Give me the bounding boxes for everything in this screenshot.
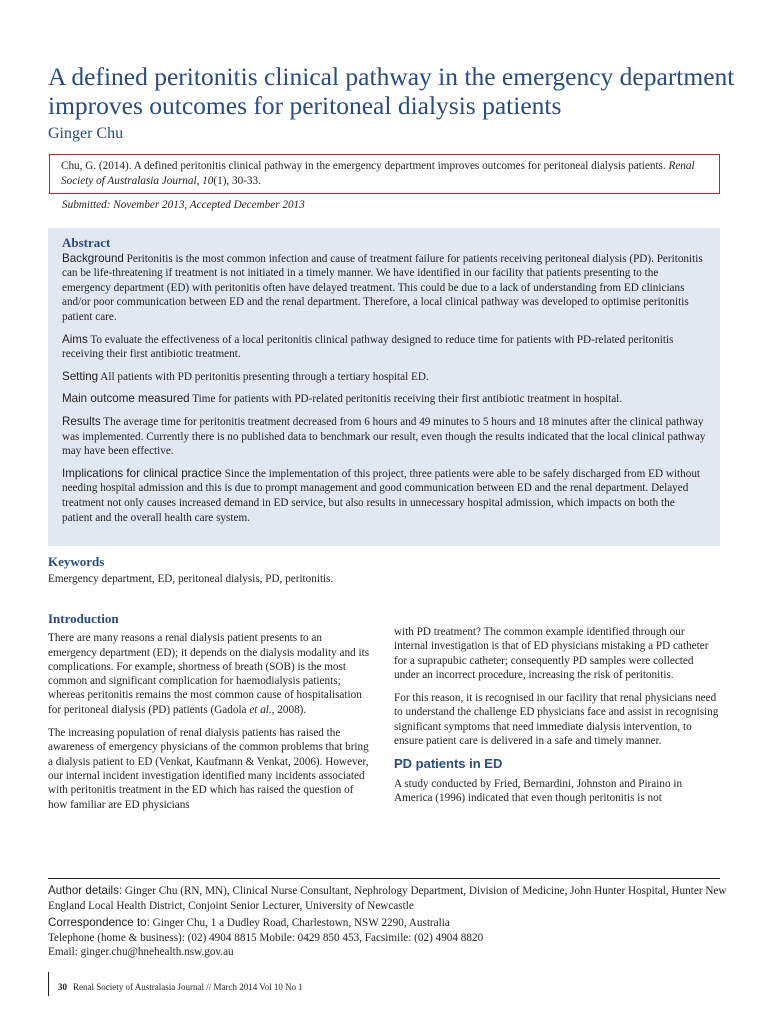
intro-paragraph-1 [48, 631, 373, 717]
right-paragraph-3: A study conducted by Fried, Bernardini, Johnston and Piraino in America (1996) indicated that even though peritonitis is not [394, 777, 683, 804]
abstract-heading: Abstract [62, 235, 111, 250]
author-details-text: Ginger Chu (RN, MN), Clinical Nurse Consultant, Nephrology Department, Division of Medicine, John Hunter Hospital, Hunter New England Local Health District, Conjoint Senior Lecturer, University of Newcastle [48, 885, 727, 912]
citation-box [49, 154, 720, 194]
main-outcome-text: Time for patients with PD-related peritonitis receiving their first antibiotic treatment in hospital. [189, 393, 623, 406]
author-details [48, 884, 728, 960]
right-column [394, 625, 719, 814]
correspondence-text: Ginger Chu, 1 a Dudley Road, Charlestown, NSW 2290, Australia [149, 917, 450, 930]
right-paragraph-2: For this reason, it is recognised in our facility that renal physicians need to understand the challenge ED physicians face and assist in recognising significant symptoms that need immediate dialysis intervention, to ensure patient care is delivered in a safe and timely manner. [394, 692, 719, 748]
aims-text: To evaluate the effectiveness of a local peritonitis clinical pathway designed to reduce time for patients with PD-related peritonitis receiving their first antibiotic treatment. [62, 333, 674, 361]
intro-p1-etal: et al. [249, 703, 272, 716]
implications-label: Implications for clinical practice [62, 466, 222, 480]
keywords-text: Emergency department, ED, peritoneal dialysis, PD, peritonitis. [48, 573, 334, 585]
citation-issue: (1), 30-33. [213, 174, 261, 187]
abstract-implications [62, 467, 706, 525]
setting-label: Setting [62, 369, 99, 383]
author-details-block [48, 884, 728, 913]
email-line: Email: ginger.chu@hnehealth.nsw.gov.au [48, 946, 234, 959]
background-text: Peritonitis is the most common infection and cause of treatment failure for patients receiving peritoneal dialysis (PD). Peritonitis can be life-threatening if treatment is not initiated in a timely manner. We have identified in our facility that patients presenting to the emergency department (ED) with peritonitis often have delayed treatment. This could be due to a lack of understanding from ED clinicians and/or poor communication between ED and the renal department. Therefore, a local clinical pathway was developed to optimise peritonitis patient care. [62, 252, 703, 323]
right-paragraph-1: with PD treatment? The common example identified through our internal investigation is that of ED physicians mistaking a PD catheter for a suprapubic catheter; consequently PD samples were collected under an incorrect procedure, increasing the risk of peritonitis. [394, 626, 709, 681]
abstract-aims [62, 333, 706, 362]
abstract-results [62, 415, 706, 459]
implications-text: Since the implementation of this project, three patients were able to be safely discharged from ED without needing hospital admission and this is due to prompt management and good communication between ED and the renal department. Delayed treatment not only causes increased demand in ED service, but also results in unnecessary hospital admission, which impacts on both the patient and the overall health care system. [62, 467, 701, 524]
footer-journal: Renal Society of Australasia Journal // March 2014 Vol 10 No 1 [73, 982, 303, 992]
author-details-label: Author details: [48, 884, 123, 897]
results-label: Results [62, 414, 101, 428]
page-number: 30 [58, 982, 67, 992]
main-outcome-label: Main outcome measured [62, 392, 190, 406]
submitted-date: Submitted: November 2013, Accepted December 2013 [62, 199, 305, 211]
intro-p1-end: , 2008). [271, 703, 307, 716]
correspondence-line [48, 916, 728, 931]
setting-text: All patients with PD peritonitis presenting through a tertiary hospital ED. [98, 370, 429, 383]
citation-text: Chu, G. (2014). A defined peritonitis clinical pathway in the emergency department improves outcomes for peritoneal dialysis patients. [61, 160, 669, 172]
introduction-heading: Introduction [48, 611, 119, 626]
citation-journal: Renal Society of Australasia Journal, 10 [61, 160, 695, 187]
telephone-line: Telephone (home & business): (02) 4904 8815 Mobile: 0429 850 453, Facsimile: (02) 4904 8820 [48, 931, 484, 944]
abstract-main-outcome [62, 392, 706, 407]
background-label: Background [62, 251, 124, 265]
correspondence-label: Correspondence to: [48, 916, 150, 930]
intro-p1-text: There are many reasons a renal dialysis patient presents to an emergency department (ED); it depends on the dialysis modality and its complications. For example, shortness of breath (SOB) is the most common and significant complication for haemodialysis patients; whereas peritonitis remains the most common cause of hospitalisation for peritoneal dialysis (PD) patients (Gadola [48, 632, 370, 716]
abstract-background [62, 252, 706, 325]
pd-patients-heading: PD patients in ED [394, 756, 503, 772]
author-details-divider [48, 878, 720, 879]
keywords-heading: Keywords [48, 554, 105, 569]
footer-bar [48, 972, 49, 996]
page-footer [58, 982, 303, 992]
abstract-box [48, 228, 720, 546]
results-text: The average time for peritonitis treatment decreased from 6 hours and 49 minutes to 5 hours and 18 minutes after the clinical pathway was implemented. Currently there is no published data to benchmark our result, even though the results indicated that the local clinical pathway may have been effective. [62, 415, 706, 458]
intro-paragraph-2: The increasing population of renal dialysis patients has raised the awareness of emergency physicians of the common problems that bring a dialysis patient to ED (Venkat, Kaufmann & Venkat, 2006). However, our internal incident investigation identified many incidents associated with peritonitis treatment in the ED which has raised the question of how familiar are ED physicians [48, 727, 369, 811]
article-title: A defined peritonitis clinical pathway in the emergency department improves outcomes for peritoneal dialysis patients [48, 62, 735, 120]
left-column [48, 612, 373, 821]
abstract-setting [62, 370, 706, 385]
author-name: Ginger Chu [48, 125, 124, 142]
aims-label: Aims [62, 332, 88, 346]
